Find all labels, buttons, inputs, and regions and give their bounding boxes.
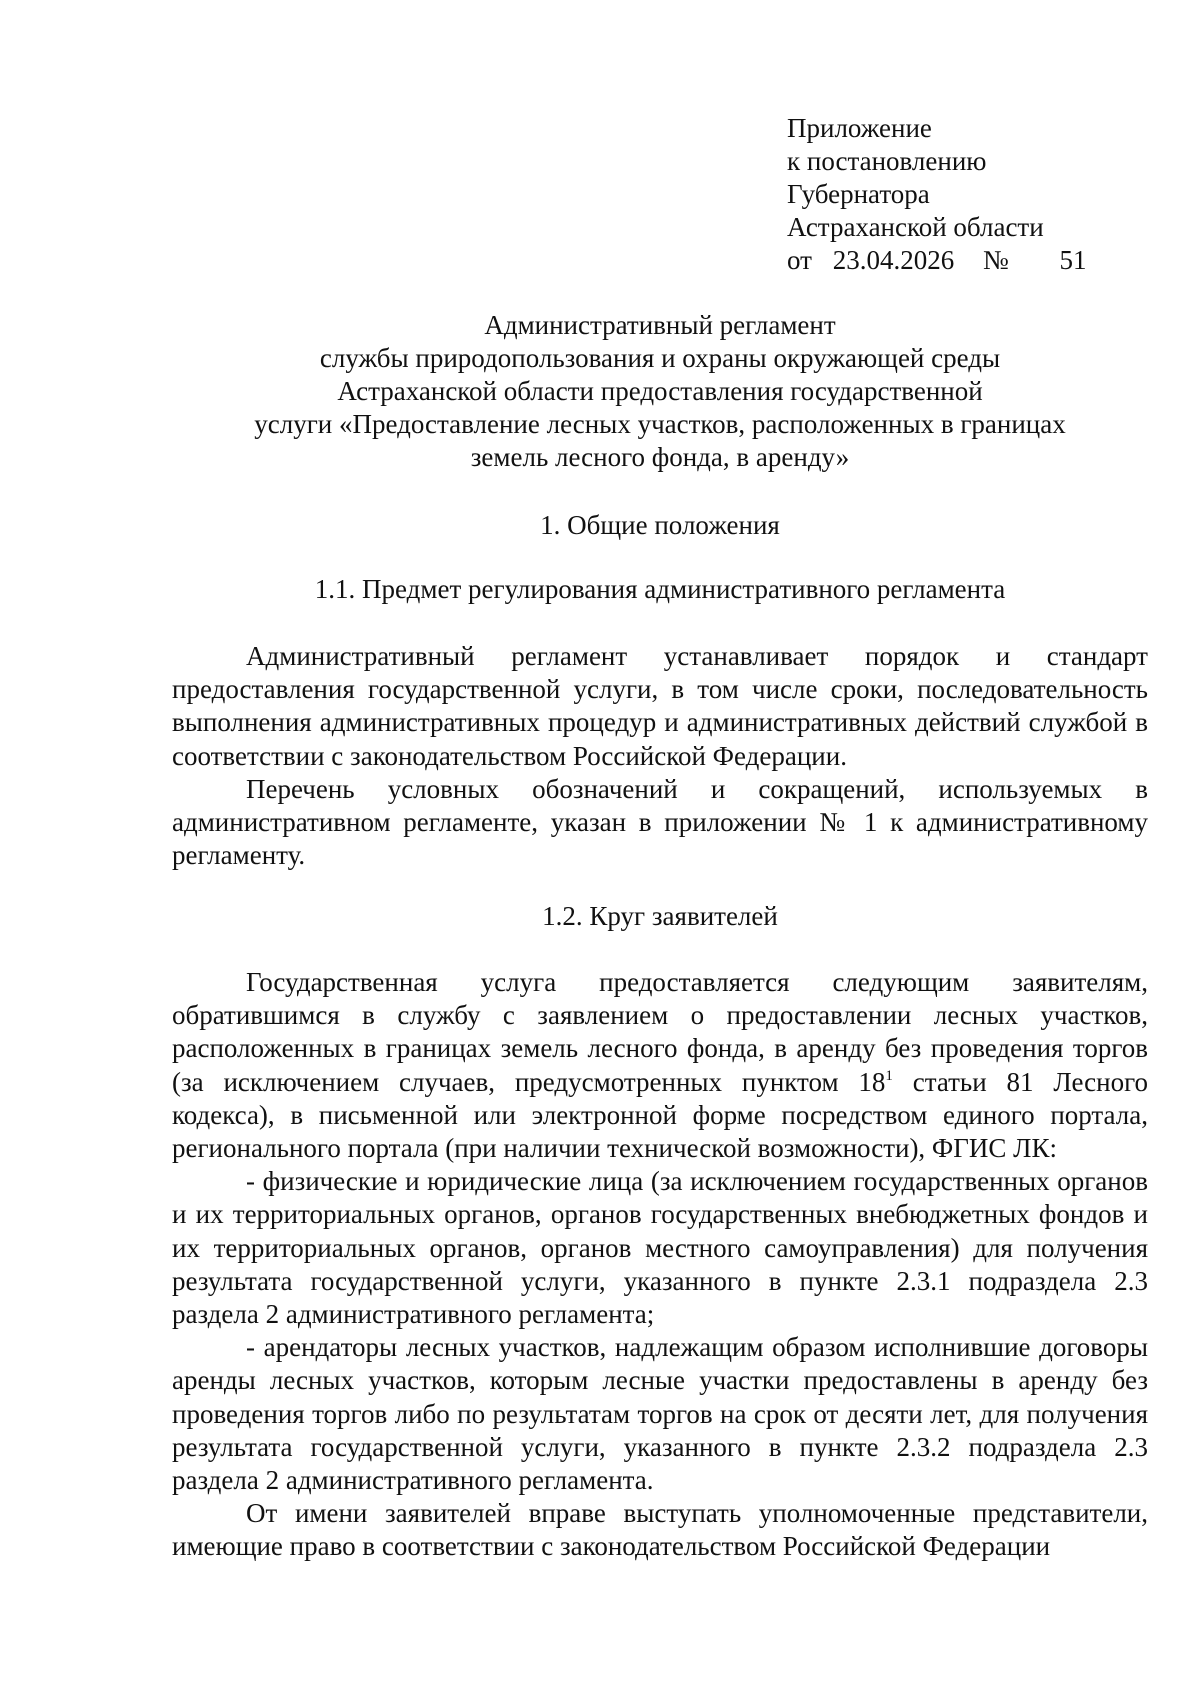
section-1-2-paragraph-3: - арендаторы лесных участков, надлежащим образом исполнившие договоры аренды лесных участков, которым лесные участки предоставлены в аренду без проведения торгов либо по результатам торгов на срок от десяти лет, для получения результата государственной услуги, указанного в пункте 2.3.2 подраздела 2.3 раздела 2 административного регламента. — [172, 1332, 1148, 1496]
title-line-3: Астраханской области предоставления государственной — [337, 376, 983, 406]
number-sign: № — [982, 245, 1009, 275]
appendix-line-3: Губернатора — [787, 179, 930, 209]
appendix-line-2: к постановлению — [787, 146, 987, 176]
footnote-superscript: 1 — [885, 1067, 893, 1084]
paragraph-1-text-b: статьи 81 Лесного кодекса), в письменной или электронной форме посредством единого портала, регионального портала (при наличии технической возможности), ФГИС ЛК: — [172, 1066, 1148, 1164]
document-title — [170, 309, 1150, 474]
section-1-2-body — [172, 966, 1148, 1564]
section-1-1-paragraph-1: Административный регламент устанавливает порядок и стандарт предоставления государственной услуги, в том числе сроки, последовательность выполнения административных процедур и административных действий службой в соответствии с законодательством Российской Федерации. — [172, 641, 1148, 771]
section-1-1-body — [172, 640, 1148, 872]
section-1-heading: 1. Общие положения — [540, 510, 780, 540]
paragraph-1-text-a: Государственная услуга предоставляется следующим заявителям, обратившимся в службу с заявлением о предоставлении лесных участков, расположенных в границах земель лесного фонда, в аренду без проведения торгов (за исключением случаев, предусмотренных пунктом 18 — [172, 967, 1148, 1097]
decree-number: 51 — [1059, 245, 1087, 275]
appendix-line-1: Приложение — [787, 113, 932, 143]
section-1-2-paragraph-2: - физические и юридические лица (за исключением государственных органов и их территориальных органов, органов государственных внебюджетных фондов и их территориальных органов, органов местного самоуправления) для получения результата государственной услуги, указанного в пункте 2.3.1 подраздела 2.3 раздела 2 административного регламента; — [172, 1166, 1148, 1330]
title-line-2: службы природопользования и охраны окружающей среды — [319, 343, 1001, 373]
section-1-1-paragraph-2: Перечень условных обозначений и сокращений, используемых в административном регламенте, указан в приложении № 1 к административному регламенту. — [172, 773, 1148, 871]
title-line-1: Административный регламент — [484, 310, 836, 340]
section-1-2-heading: 1.2. Круг заявителей — [542, 901, 778, 931]
appendix-header — [787, 112, 1086, 277]
section-1-2-paragraph-4: От имени заявителей вправе выступать уполномоченные представители, имеющие право в соответствии с законодательством Российской Федерации — [172, 1498, 1148, 1562]
decree-date: 23.04.2026 — [832, 245, 955, 275]
title-line-4: услуги «Предоставление лесных участков, расположенных в границах — [254, 409, 1066, 439]
from-label: от — [787, 245, 812, 275]
section-1-1-heading: 1.1. Предмет регулирования административного регламента — [314, 574, 1006, 604]
appendix-date-number-row — [787, 244, 1086, 277]
section-1-2-paragraph-1 — [172, 966, 1148, 1165]
appendix-line-4: Астраханской области — [787, 212, 1044, 242]
title-line-5: земель лесного фонда, в аренду» — [470, 442, 850, 472]
